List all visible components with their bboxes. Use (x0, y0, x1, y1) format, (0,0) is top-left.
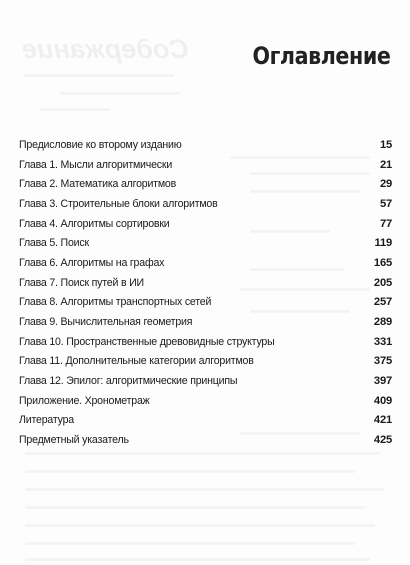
toc-entry-page-number: 77 (379, 217, 392, 230)
table-of-contents (19, 135, 392, 450)
toc-entry-page-number: 29 (379, 178, 392, 191)
toc-entry (19, 430, 392, 450)
toc-entry-page-number: 257 (373, 296, 392, 309)
toc-entry-title: Глава 1. Мысли алгоритмически (19, 158, 173, 171)
toc-entry (19, 312, 392, 332)
toc-entry-page-number: 421 (373, 414, 392, 427)
toc-entry-page-number: 375 (373, 355, 392, 368)
toc-entry-page-number: 57 (379, 197, 392, 210)
toc-entry (19, 352, 392, 372)
toc-entry (19, 371, 392, 391)
toc-entry (19, 293, 392, 313)
bleed-through-line (24, 74, 174, 77)
toc-entry-page-number: 397 (373, 375, 392, 388)
bleed-through-line (25, 506, 365, 509)
toc-entry (19, 391, 392, 411)
toc-entry (19, 214, 392, 234)
toc-entry-page-number: 289 (373, 316, 392, 329)
toc-entry-title: Глава 11. Дополнительные категории алгоритмов (19, 355, 254, 368)
toc-entry-page-number: 205 (373, 276, 392, 289)
toc-entry-page-number: 331 (373, 335, 392, 348)
toc-entry-title: Предметный указатель (19, 434, 129, 447)
toc-entry (19, 253, 392, 273)
toc-entry-page-number: 409 (373, 394, 392, 407)
bleed-through-line (25, 542, 355, 545)
toc-entry-title: Литература (19, 414, 74, 427)
toc-entry-page-number: 15 (379, 138, 392, 151)
toc-entry-title: Глава 3. Строительные блоки алгоритмов (19, 197, 218, 210)
toc-entry (19, 155, 392, 175)
toc-entry-title: Приложение. Хронометраж (19, 394, 150, 407)
bleed-through-heading: Содержание (22, 34, 189, 64)
toc-entry (19, 273, 392, 293)
toc-entry (19, 135, 392, 155)
toc-entry-title: Глава 4. Алгоритмы сортировки (19, 217, 170, 230)
toc-entry (19, 332, 392, 352)
toc-entry-title: Глава 10. Пространственные древовидные структуры (19, 335, 275, 348)
bleed-through-line (25, 558, 370, 561)
toc-entry-title: Глава 9. Вычислительная геометрия (19, 316, 193, 329)
toc-entry-title: Глава 8. Алгоритмы транспортных сетей (19, 296, 212, 309)
bleed-through-line (25, 524, 375, 527)
toc-entry-title: Глава 6. Алгоритмы на графах (19, 256, 165, 269)
toc-entry-title: Глава 5. Поиск (19, 237, 89, 250)
toc-entry (19, 174, 392, 194)
toc-entry (19, 233, 392, 253)
toc-entry (19, 411, 392, 431)
bleed-through-line (40, 108, 110, 111)
toc-entry (19, 194, 392, 214)
toc-entry-title: Глава 2. Математика алгоритмов (19, 178, 177, 191)
toc-entry-title: Глава 12. Эпилог: алгоритмические принципы (19, 375, 238, 388)
bleed-through-line (60, 92, 180, 95)
toc-entry-title: Глава 7. Поиск путей в ИИ (19, 276, 144, 289)
toc-entry-page-number: 119 (374, 237, 392, 250)
toc-entry-page-number: 21 (379, 158, 392, 171)
bleed-through-line (25, 488, 385, 491)
toc-entry-title: Предисловие ко второму изданию (19, 138, 182, 151)
page-title: Оглавление (252, 42, 390, 71)
toc-entry-page-number: 425 (373, 434, 392, 447)
bleed-through-line (25, 470, 355, 473)
toc-entry-page-number: 165 (373, 256, 392, 269)
bleed-through-line (25, 452, 380, 455)
